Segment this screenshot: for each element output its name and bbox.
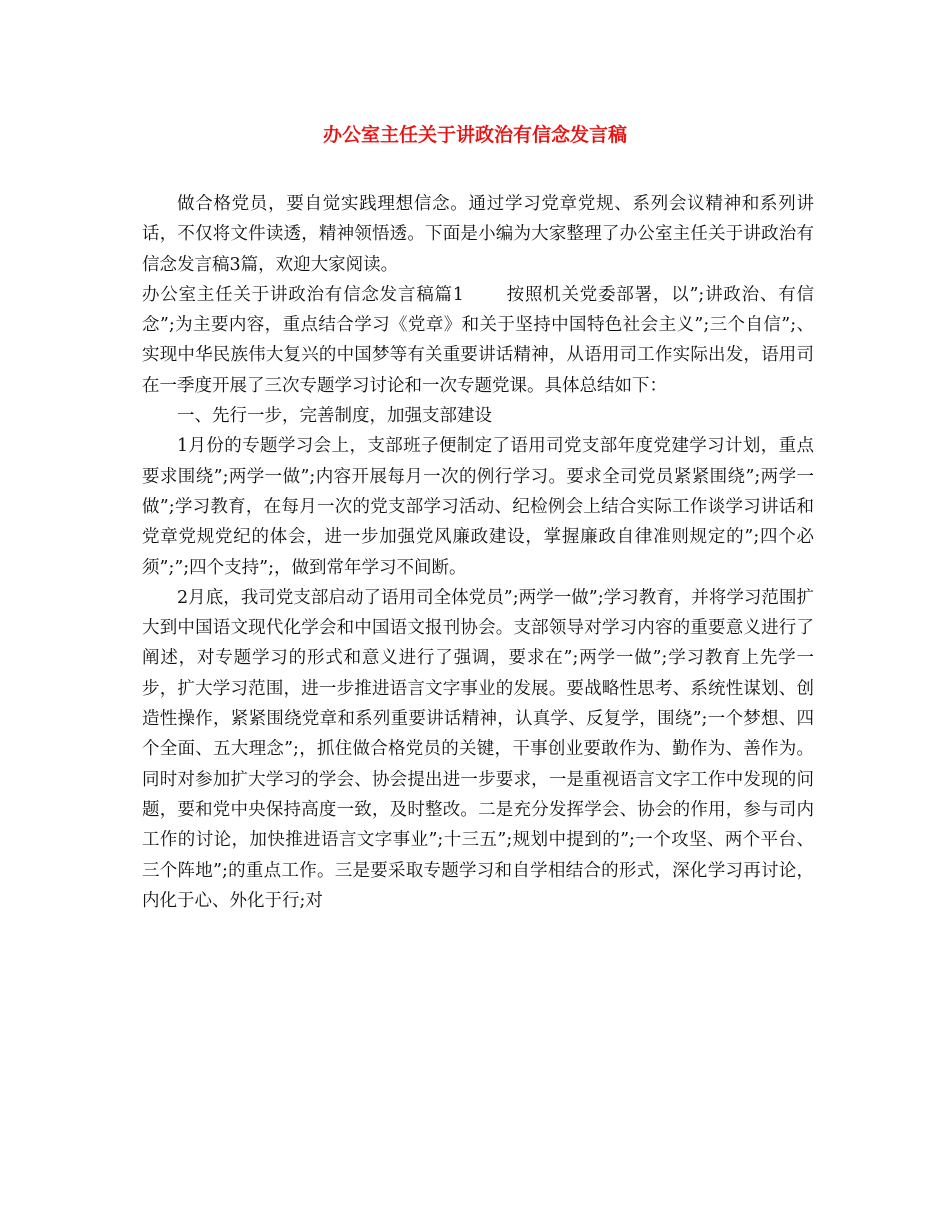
paragraph-piece-one — [142, 280, 814, 401]
piece-heading: 办公室主任关于讲政治有信念发言稿篇1 — [142, 284, 464, 305]
paragraph-january: 1月份的专题学习会上，支部班子便制定了语用司党支部年度党建学习计划，重点要求围绕”;两学一做”;内容开展每月一次的例行学习。要求全司党员紧紧围绕”;两学一做”;学习教育，在每月一次的党支部学习活动、纪检例会上结合实际工作谈学习讲话和党章党规党纪的体会，进一步加强党风廉政建设，掌握廉政自律准则规定的”;四个必须”;”;四个支持”;，做到常年学习不间断。 — [142, 436, 814, 578]
piece-one-text: 按照机关党委部署，以”;讲政治、有信念”;为主要内容，重点结合学习《党章》和关于坚持中国特色社会主义”;三个自信”;、实现中华民族伟大复兴的中国梦等有关重要讲话精神，从语用司工作实际出发，语用司在一季度开展了三次专题学习讨论和一次专题党课。具体总结如下： — [142, 284, 814, 396]
document-title: 办公室主任关于讲政治有信念发言稿 — [322, 124, 627, 146]
document-body — [142, 189, 814, 916]
paragraph-february: 2月底，我司党支部启动了语用司全体党员”;两学一做”;学习教育，并将学习范围扩大到中国语文现代化学会和中国语文报刊协会。支部领导对学习内容的重要意义进行了阐述，对专题学习的形式和意义进行了强调，要求在”;两学一做”;学习教育上先学一步，扩大学习范围，进一步推进语言文字事业的发展。要战略性思考、系统性谋划、创造性操作，紧紧围绕党章和系列重要讲话精神，认真学、反复学，围绕”;一个梦想、四个全面、五大理念”;，抓住做合格党员的关键，干事创业要敢作为、勤作为、善作为。同时对参加扩大学习的学会、协会提出进一步要求，一是重视语言文字工作中发现的问题，要和党中央保持高度一致，及时整改。二是充分发挥学会、协会的作用，参与司内工作的讨论，加快推进语言文字事业”;十三五”;规划中提到的”;一个攻坚、两个平台、三个阵地”;的重点工作。三是要采取专题学习和自学相结合的形式，深化学习再讨论，内化于心、外化于行;对 — [142, 587, 814, 911]
paragraph-intro: 做合格党员，要自觉实践理想信念。通过学习党章党规、系列会议精神和系列讲话，不仅将文件读透，精神领悟透。下面是小编为大家整理了办公室主任关于讲政治有信念发言稿3篇，欢迎大家阅读。 — [142, 194, 814, 275]
section-heading: 一、先行一步，完善制度，加强支部建设 — [177, 406, 492, 427]
